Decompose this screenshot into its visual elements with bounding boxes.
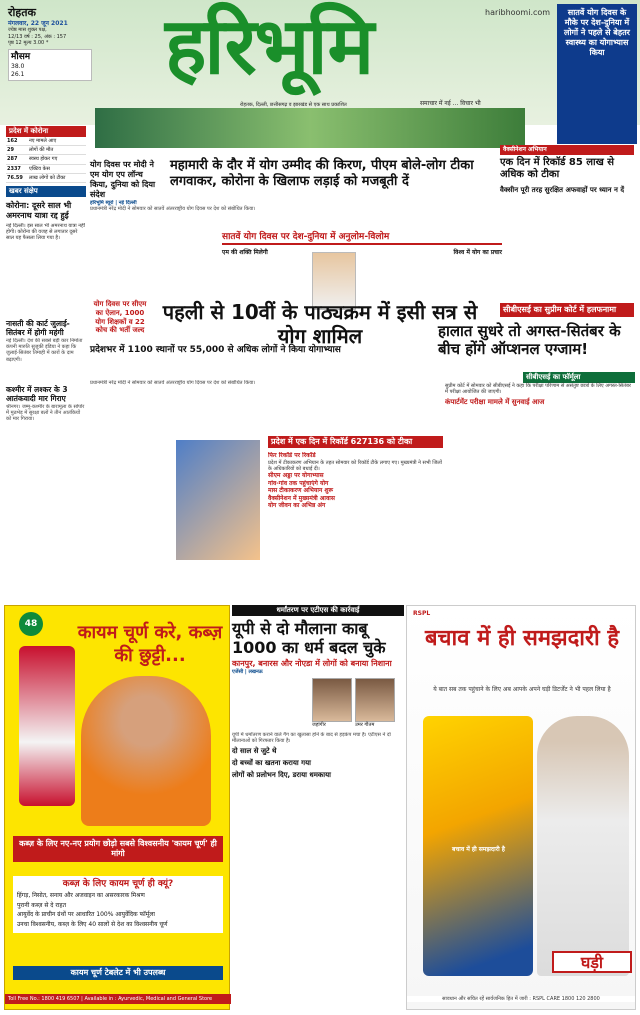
covid-label: नए मामले आए (28, 137, 86, 146)
covid-table (6, 137, 86, 183)
cbse-details (445, 372, 635, 597)
news2-body: नई दिल्ली। देश की सबसे बड़ी कार निर्माता कंपनी मारुति सुजुकी इंडिया ने कहा कि जुलाई-सितंबर तिमाही में कारों के दाम बढ़ाएगी। (6, 337, 83, 363)
mini-title-1: फिर रिकॉर्ड पर रिकॉर्ड (268, 452, 316, 459)
weather-box (8, 49, 92, 81)
right-box-head: वैक्सीनेशन अभियान (500, 145, 634, 155)
mid-text: प्रधानमंत्री नरेंद्र मोदी ने सोमवार को सातवें अंतरराष्ट्रीय योग दिवस पर देश को संबोधित किया। (90, 380, 256, 386)
conversion-byline: एजेंसी | लखनऊ (232, 669, 263, 676)
ad-actor (537, 716, 629, 976)
mini-text-1: प्रदेश में टीकाकरण अभियान के तहत सोमवार को रिकॉर्ड टीके लगाए गए। मुख्यमंत्री ने सभी जिलों के अधिकारियों को बधाई दी। (268, 459, 442, 472)
yoga-count-line: प्रदेशभर में 1100 स्थानों पर 55,000 से अधिक लोगों ने किया योगाभ्यास (90, 345, 341, 355)
covid-row (6, 155, 86, 164)
cbse-formula-head: सीबीएसई का फॉर्मूला (523, 372, 635, 383)
covid-label: लोगों की मौत (28, 146, 86, 155)
face-2-label: उमर गौतम (355, 722, 375, 729)
covid-label: लाख लोगों को टीका (28, 173, 86, 182)
mini-title-4: मास टीकाकरण अभियान शुरू (268, 487, 334, 494)
mini-title-2: सीएम अड्डा पर योगाभ्यास (268, 472, 324, 479)
covid-section-head: प्रदेश में कोरोना (6, 126, 86, 137)
ghadi-logo: घड़ी (552, 951, 632, 973)
conversion-news (232, 605, 404, 1010)
kayam-point: हिंगड़, निसोत, सनाय और अजवाइन का असरकारक मिश्रण (17, 892, 145, 900)
masthead (0, 0, 640, 125)
promo-box: सातवें योग दिवस के मौके पर देश-दुनिया में लोगों ने पहले से बेहतर स्वास्थ्य का योगाभ्यास किया (557, 4, 637, 144)
faces-row (312, 678, 404, 728)
temp-max: 38.0 (11, 63, 25, 71)
conversion-body: यूपी में धर्मांतरण कराने वाले गैंग का खुलासा होने के बाद से हड़कंप मचा है। एटीएस ने दो मौलानाओं को गिरफ्तार किया है। (232, 731, 391, 744)
kayam-point: आयुर्वेद के प्राचीन ग्रंथों पर आधारित 100% आयुर्वेदिक फॉर्मूला (17, 911, 155, 919)
temp-min: 26.1 (11, 70, 25, 78)
mid-text-area (90, 380, 260, 440)
site-url: haribhoomi.com (485, 8, 551, 17)
yoga-photo (176, 440, 260, 560)
tagline-right: समाचार में नई ... विचार भी (420, 100, 481, 107)
conversion-sub: कानपुर, बनारस और नोएडा में लोगों को बनाया निशाना (232, 659, 392, 669)
kayam-bottle (19, 646, 75, 806)
info-line-3: पृष्ठ 12 मूल्य 3.00 * (8, 39, 49, 46)
mini-title-5: वैक्सीनेशन में मुख्यमंत्री आवास (268, 494, 335, 502)
kayam-point: पुरानी कब्ज़ से दे राहत (17, 901, 66, 909)
yoga-photo-strip (95, 108, 525, 148)
right-box-title: एक दिन में रिकॉर्ड 85 लाख से अधिक को टीका (500, 156, 615, 180)
news3-body: श्रीनगर। जम्मू-कश्मीर के बारामूला के सोपोर में मुठभेड़ में सुरक्षा बलों ने तीन आतंकियों को मार गिराया। (6, 403, 85, 422)
weather-label: मौसम (11, 52, 31, 62)
kayam-title: कायम चूर्ण करे, कब्ज़ की छुट्टी... (77, 622, 223, 666)
court-head: कंपार्टमेंट परीक्षा मामले में सुनवाई आज (445, 398, 545, 407)
kayam-strip: कब्ज़ के लिए नए-नए प्रयोग छोड़ो सबसे विश्वसनीय 'कायम चूर्ण' ही मांगो (13, 836, 223, 862)
mini-title-3: गांव-गांव तक पहुंचाएंगे योग (268, 479, 329, 487)
news1-body: नई दिल्ली। इस साल भी अमरनाथ यात्रा नहीं होगी। कोरोना की वजह से लगातार दूसरे साल यह फैसला लिया गया है। (6, 222, 85, 242)
cbse-banner: सीबीएसई का सुप्रीम कोर्ट में हलफनामा (500, 303, 634, 317)
sub-title-1: दो साल से जुटे थे (232, 747, 277, 756)
ghadi-footer: सावधान और सचित रहें सार्वजनिक हित में जारी : RSPL CARE 1800 120 2800 (407, 996, 635, 1002)
covid-label: एक्टिव केस (28, 164, 86, 173)
left-news (6, 316, 86, 448)
main-body (90, 200, 330, 228)
face-2-photo (355, 678, 395, 722)
info-line-1: ज्येष्ठ मास शुक्ल पक्ष, (8, 27, 47, 34)
city-label: रोहतक (8, 6, 36, 19)
yoga-app-note: योग दिवस पर मोदी ने एम योग एप लॉन्च किया, दुनिया को दिया संदेश (90, 160, 156, 199)
covid-number: 162 (6, 137, 28, 146)
sub-head-2: विश्व में योग का प्रचार (453, 249, 502, 256)
vaccine-bar: प्रदेश में एक दिन में रिकॉर्ड 627136 को टीका (268, 436, 443, 448)
covid-label: स्वस्थ होकर गए (28, 155, 86, 164)
kayam-question: कब्ज़ के लिए कायम चूर्ण ही क्यूं? (62, 879, 174, 889)
sub-head-1: एम की शक्ति मिलेगी (222, 249, 268, 256)
kayam-points (17, 892, 219, 928)
covid-number: 29 (6, 146, 28, 155)
cbse-text: सुप्रीम कोर्ट में सोमवार को सीबीएसई ने कहा कि परीक्षा परिणाम से असंतुष्ट छात्रों के लिए अगस्त-सितंबर में परीक्षा आयोजित की जाएगी। (445, 382, 631, 395)
tagline: रोहतक, दिल्ली, छत्तीसगढ़ व झारखंड से एक साथ प्रकाशित (240, 102, 347, 108)
covid-row (6, 173, 86, 182)
masthead-info (8, 6, 92, 81)
kayam-ad (4, 605, 230, 1010)
conversion-headline: यूपी से दो मौलाना काबू 1000 का धर्म बदल चुके (232, 618, 386, 657)
red-banner-1: सातवें योग दिवस पर देश-दुनिया में अनुलोम-विलोम (222, 232, 502, 245)
conversion-bar: धर्मांतरण पर एटीएस की कार्रवाई (232, 605, 404, 616)
ghadi-ad (406, 605, 636, 1010)
sub-heads (222, 249, 502, 257)
vaccine-columns (268, 452, 443, 595)
badge-48: 48 (19, 612, 43, 636)
sub-title-2: दो बच्चों का खतना कराया गया (232, 758, 311, 767)
cbse-headline: हालात सुधरे तो अगस्त-सितंबर के बीच होंगे ऑप्शनल एग्जाम! (438, 322, 621, 358)
syllabus-headline: पहली से 10वीं के पाठ्यक्रम में इसी सत्र से योग शामिल (162, 300, 478, 348)
kayam-point: उनचा विश्वसनीय, कब्ज़ के लिए 40 सालों से देश का विश्वसनीय चूर्ण (17, 920, 168, 928)
face-1-photo (312, 678, 352, 722)
main-text: प्रधानमंत्री नरेंद्र मोदी ने सोमवार को सातवें अंतरराष्ट्रीय योग दिवस पर देश को संबोधित किया। (90, 206, 256, 213)
date-label: मंगलवार, 22 जून 2021 (8, 19, 68, 27)
kayam-footer: Toll Free No.: 1800 419 6507 | Available in : Ayurvedic, Medical and General Store (5, 994, 231, 1004)
info-line-2: 12/13 वर्ष : 25, अंक : 157 (8, 33, 67, 40)
covid-number: 76.59 (6, 173, 28, 182)
main-byline: हरिभूमि ब्यूरो | नई दिल्ली (90, 200, 137, 206)
cm-announcement: योग दिवस पर सीएम का ऐलान, 1000 योग शिक्षकों व 22 कोच की भर्ती जल्द (93, 300, 147, 335)
covid-row (6, 137, 86, 146)
newspaper-logo: हरिभूमि (165, 1, 373, 92)
covid-number: 2337 (6, 164, 28, 173)
right-box (500, 145, 634, 194)
right-box-sub: वैक्सीन पूरी तरह सुरक्षित अफवाहों पर ध्यान न दें (500, 185, 625, 194)
face-2-wrap (355, 678, 395, 728)
news1-title: कोरोना: दूसरे साल भी अमरनाथ यात्रा रद्द हुई (6, 200, 72, 220)
ghadi-title: बचाव में ही समझदारी है (424, 626, 620, 651)
news3-title: कश्मीर में लश्कर के 3 आतंकवादी मार गिराए (6, 384, 68, 404)
khabar-head: खबर संक्षेप (6, 186, 86, 197)
covid-row (6, 164, 86, 173)
left-column (6, 126, 86, 283)
sub-title-3: लोगों को प्रलोभन दिए, डराया धमकाया (232, 770, 331, 779)
mini-title-6: योग जीवन का अभिन्न अंग (268, 502, 326, 509)
covid-number: 287 (6, 155, 28, 164)
news2-title: नासती की कार्ट जुलाई-सितंबर में होगी महंगी (6, 319, 70, 338)
covid-row (6, 146, 86, 155)
ad-model (81, 676, 211, 826)
rspl-brand: RSPL (413, 610, 431, 617)
kayam-points-box (13, 876, 223, 933)
ghadi-sub: ये बात सब तक पहुंचाने के लिए अब आपके अपने घड़ी डिटर्जेंट ने भी पहल लिया है (433, 686, 611, 693)
kayam-tablet: कायम चूर्ण टेबलेट में भी उपलब्ध (13, 966, 223, 980)
face-1-wrap (312, 678, 352, 728)
main-headline: महामारी के दौर में योग उम्मीद की किरण, पीएम बोले-लोग टीका लगवाकर, कोरोना के खिलाफ लड़ाई को मजबूती दें (170, 158, 474, 190)
face-1-label: जहांगीर (312, 722, 326, 729)
pack-text: बचाव में ही समझदारी है (452, 846, 505, 853)
